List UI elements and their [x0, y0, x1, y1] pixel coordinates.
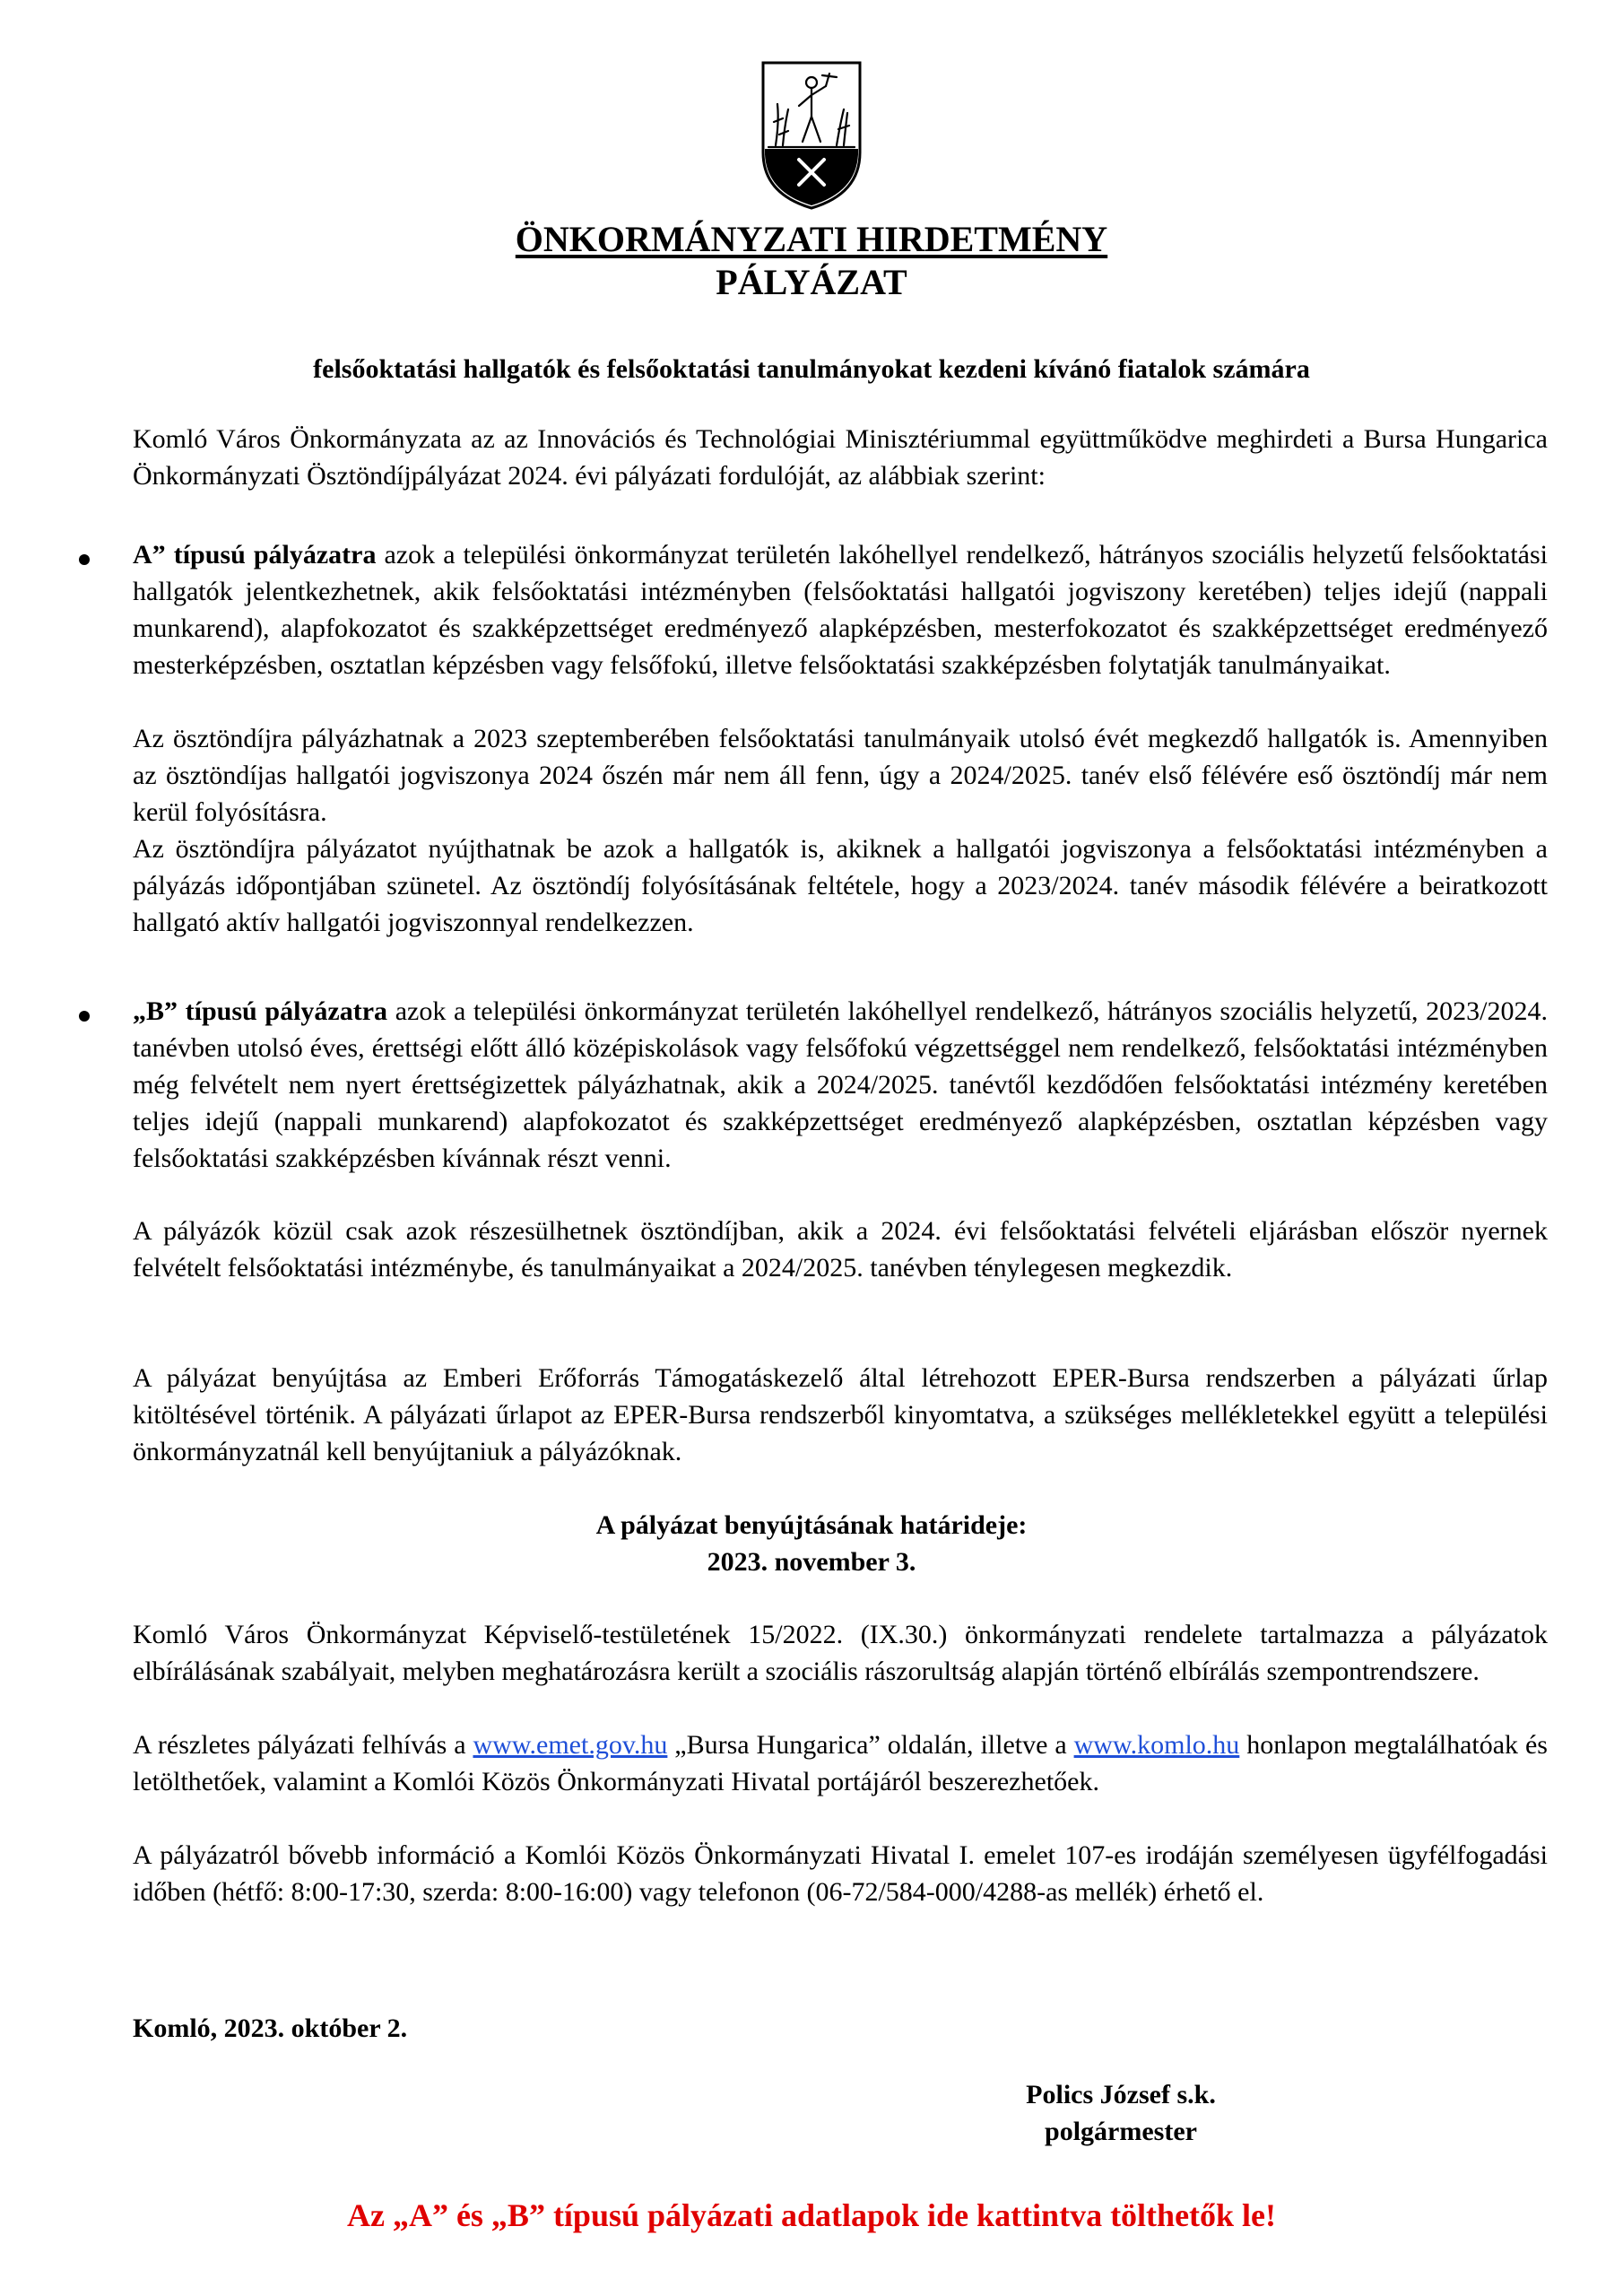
- regulation-paragraph: Komló Város Önkormányzat Képviselő-testületének 15/2022. (IX.30.) önkormányzati rendelete tartalmazza a pályázatok elbírálásának szabályait, melyben meghatározásra került a szociális rászorultság alapján történő elbírálás szempontrendszere.: [133, 1620, 1548, 1686]
- coat-of-arms-icon: [758, 59, 865, 212]
- date-place: Komló, 2023. október 2.: [133, 2013, 408, 2043]
- links-text-3: honlapon megtalálhatóak és letölthetőek, valamint a Komlói Közös Önkormányzati Hivatal portájáról beszerezhetőek.: [133, 1730, 1548, 1796]
- notice-title: ÖNKORMÁNYZATI HIRDETMÉNY: [515, 219, 1108, 259]
- download-forms-link[interactable]: Az „A” és „B” típusú pályázati adatlapok ide kattintva tölthetők le!: [346, 2197, 1277, 2233]
- section-b-text: azok a települési önkormányzat területén lakóhellyel rendelkező, hátrányos szociális helyzetű, 2023/2024. tanévben utolsó éves, érettségi előtt álló középiskolások vagy felsőfokú végzettséggel nem rendelkező, felsőoktatási intézményben még felvételt nem nyert érettségizettek pályázhatnak, akik a 2024/2025. tanévtől kezdődően felsőoktatási intézmény keretében teljes idejű (nappali munkarend) alapfokozatot és szakképzettséget eredményező alapképzésben, osztatlan képzésben vagy felsőoktatási szakképzésben kívánnak részt venni.: [133, 996, 1548, 1173]
- signature-name: Polics József s.k.: [1026, 2080, 1216, 2109]
- section-b-paragraph: [133, 994, 1548, 1178]
- links-text-1: A részletes pályázati felhívás a: [133, 1730, 473, 1760]
- bullet-icon: [79, 554, 90, 565]
- submission-paragraph: A pályázat benyújtása az Emberi Erőforrás Támogatáskezelő által létrehozott EPER-Bursa rendszerben a pályázati űrlap kitöltésével történik. A pályázati űrlapot az EPER-Bursa rendszerből kinyomtatva, a szükséges mellékletekkel együtt a települési önkormányzatnál kell benyújtaniuk a pályázóknak.: [133, 1363, 1548, 1466]
- links-paragraph: [133, 1727, 1548, 1801]
- bullet-icon: [79, 1011, 90, 1022]
- emet-link[interactable]: www.emet.gov.hu: [473, 1730, 668, 1760]
- deadline-label: A pályázat benyújtásának határideje:: [595, 1510, 1028, 1540]
- komlo-link[interactable]: www.komlo.hu: [1073, 1730, 1240, 1760]
- section-a-lead: A” típusú pályázatra: [133, 540, 377, 570]
- signature-title: polgármester: [1045, 2117, 1197, 2146]
- notice-subtitle-palyazat: PÁLYÁZAT: [716, 262, 907, 302]
- info-paragraph: A pályázatról bővebb információ a Komlói Közös Önkormányzati Hivatal I. emelet 107-es irodáján személyesen ügyfélfogadási időben (hétfő: 8:00-17:30, szerda: 8:00-16:00) vagy telefonon (06-72/584-000/4288-as mellék) érhető el.: [133, 1840, 1548, 1907]
- section-b-lead: „B” típusú pályázatra: [133, 996, 388, 1026]
- intro-paragraph: Komló Város Önkormányzata az az Innovációs és Technológiai Minisztériummal együttműködve meghirdeti a Bursa Hungarica Önkormányzati Ösztöndíjpályázat 2024. évi pályázati fordulóját, az alábbiak szerint:: [133, 424, 1548, 491]
- section-b-paragraph-2: A pályázók közül csak azok részesülhetnek ösztöndíjban, akik a 2024. évi felsőoktatási felvételi eljárásban először nyernek felvételt felsőoktatási intézménybe, és tanulmányaikat a 2024/2025. tanévben ténylegesen megkezdik.: [133, 1216, 1548, 1283]
- links-text-2: „Bursa Hungarica” oldalán, illetve a: [667, 1730, 1074, 1760]
- section-a-text: azok a települési önkormányzat területén lakóhellyel rendelkező, hátrányos szociális helyzetű felsőoktatási hallgatók jelentkezhetnek, akik felsőoktatási intézményben (felsőoktatási hallgatói jogviszony keretében) teljes idejű (nappali munkarend), alapfokozatot és szakképzettséget eredményező alapképzésben, mesterfokozatot és szakképzettséget eredményező mesterképzésben, osztatlan képzésben vagy felsőfokú, illetve felsőoktatási szakképzésben folytatják tanulmányaikat.: [133, 540, 1548, 680]
- deadline-date: 2023. november 3.: [707, 1547, 916, 1577]
- section-a-paragraph-2: Az ösztöndíjra pályázhatnak a 2023 szeptemberében felsőoktatási tanulmányaik utolsó évét megkezdő hallgatók is. Amennyiben az ösztöndíjas hallgatói jogviszonya 2024 őszén már nem áll fenn, úgy a 2024/2025. tanév első félévére eső ösztöndíj már nem kerül folyósításra.: [133, 724, 1548, 827]
- section-a-paragraph: [133, 537, 1548, 684]
- target-audience-heading: felsőoktatási hallgatók és felsőoktatási tanulmányokat kezdeni kívánó fiatalok számára: [313, 354, 1310, 384]
- section-a-paragraph-3: Az ösztöndíjra pályázatot nyújthatnak be azok a hallgatók is, akiknek a hallgatói jogviszonya a felsőoktatási intézményben a pályázás időpontjában szünetel. Az ösztöndíj folyósításának feltétele, hogy a 2023/2024. tanév második félévére a beiratkozott hallgató aktív hallgatói jogviszonnyal rendelkezzen.: [133, 834, 1548, 937]
